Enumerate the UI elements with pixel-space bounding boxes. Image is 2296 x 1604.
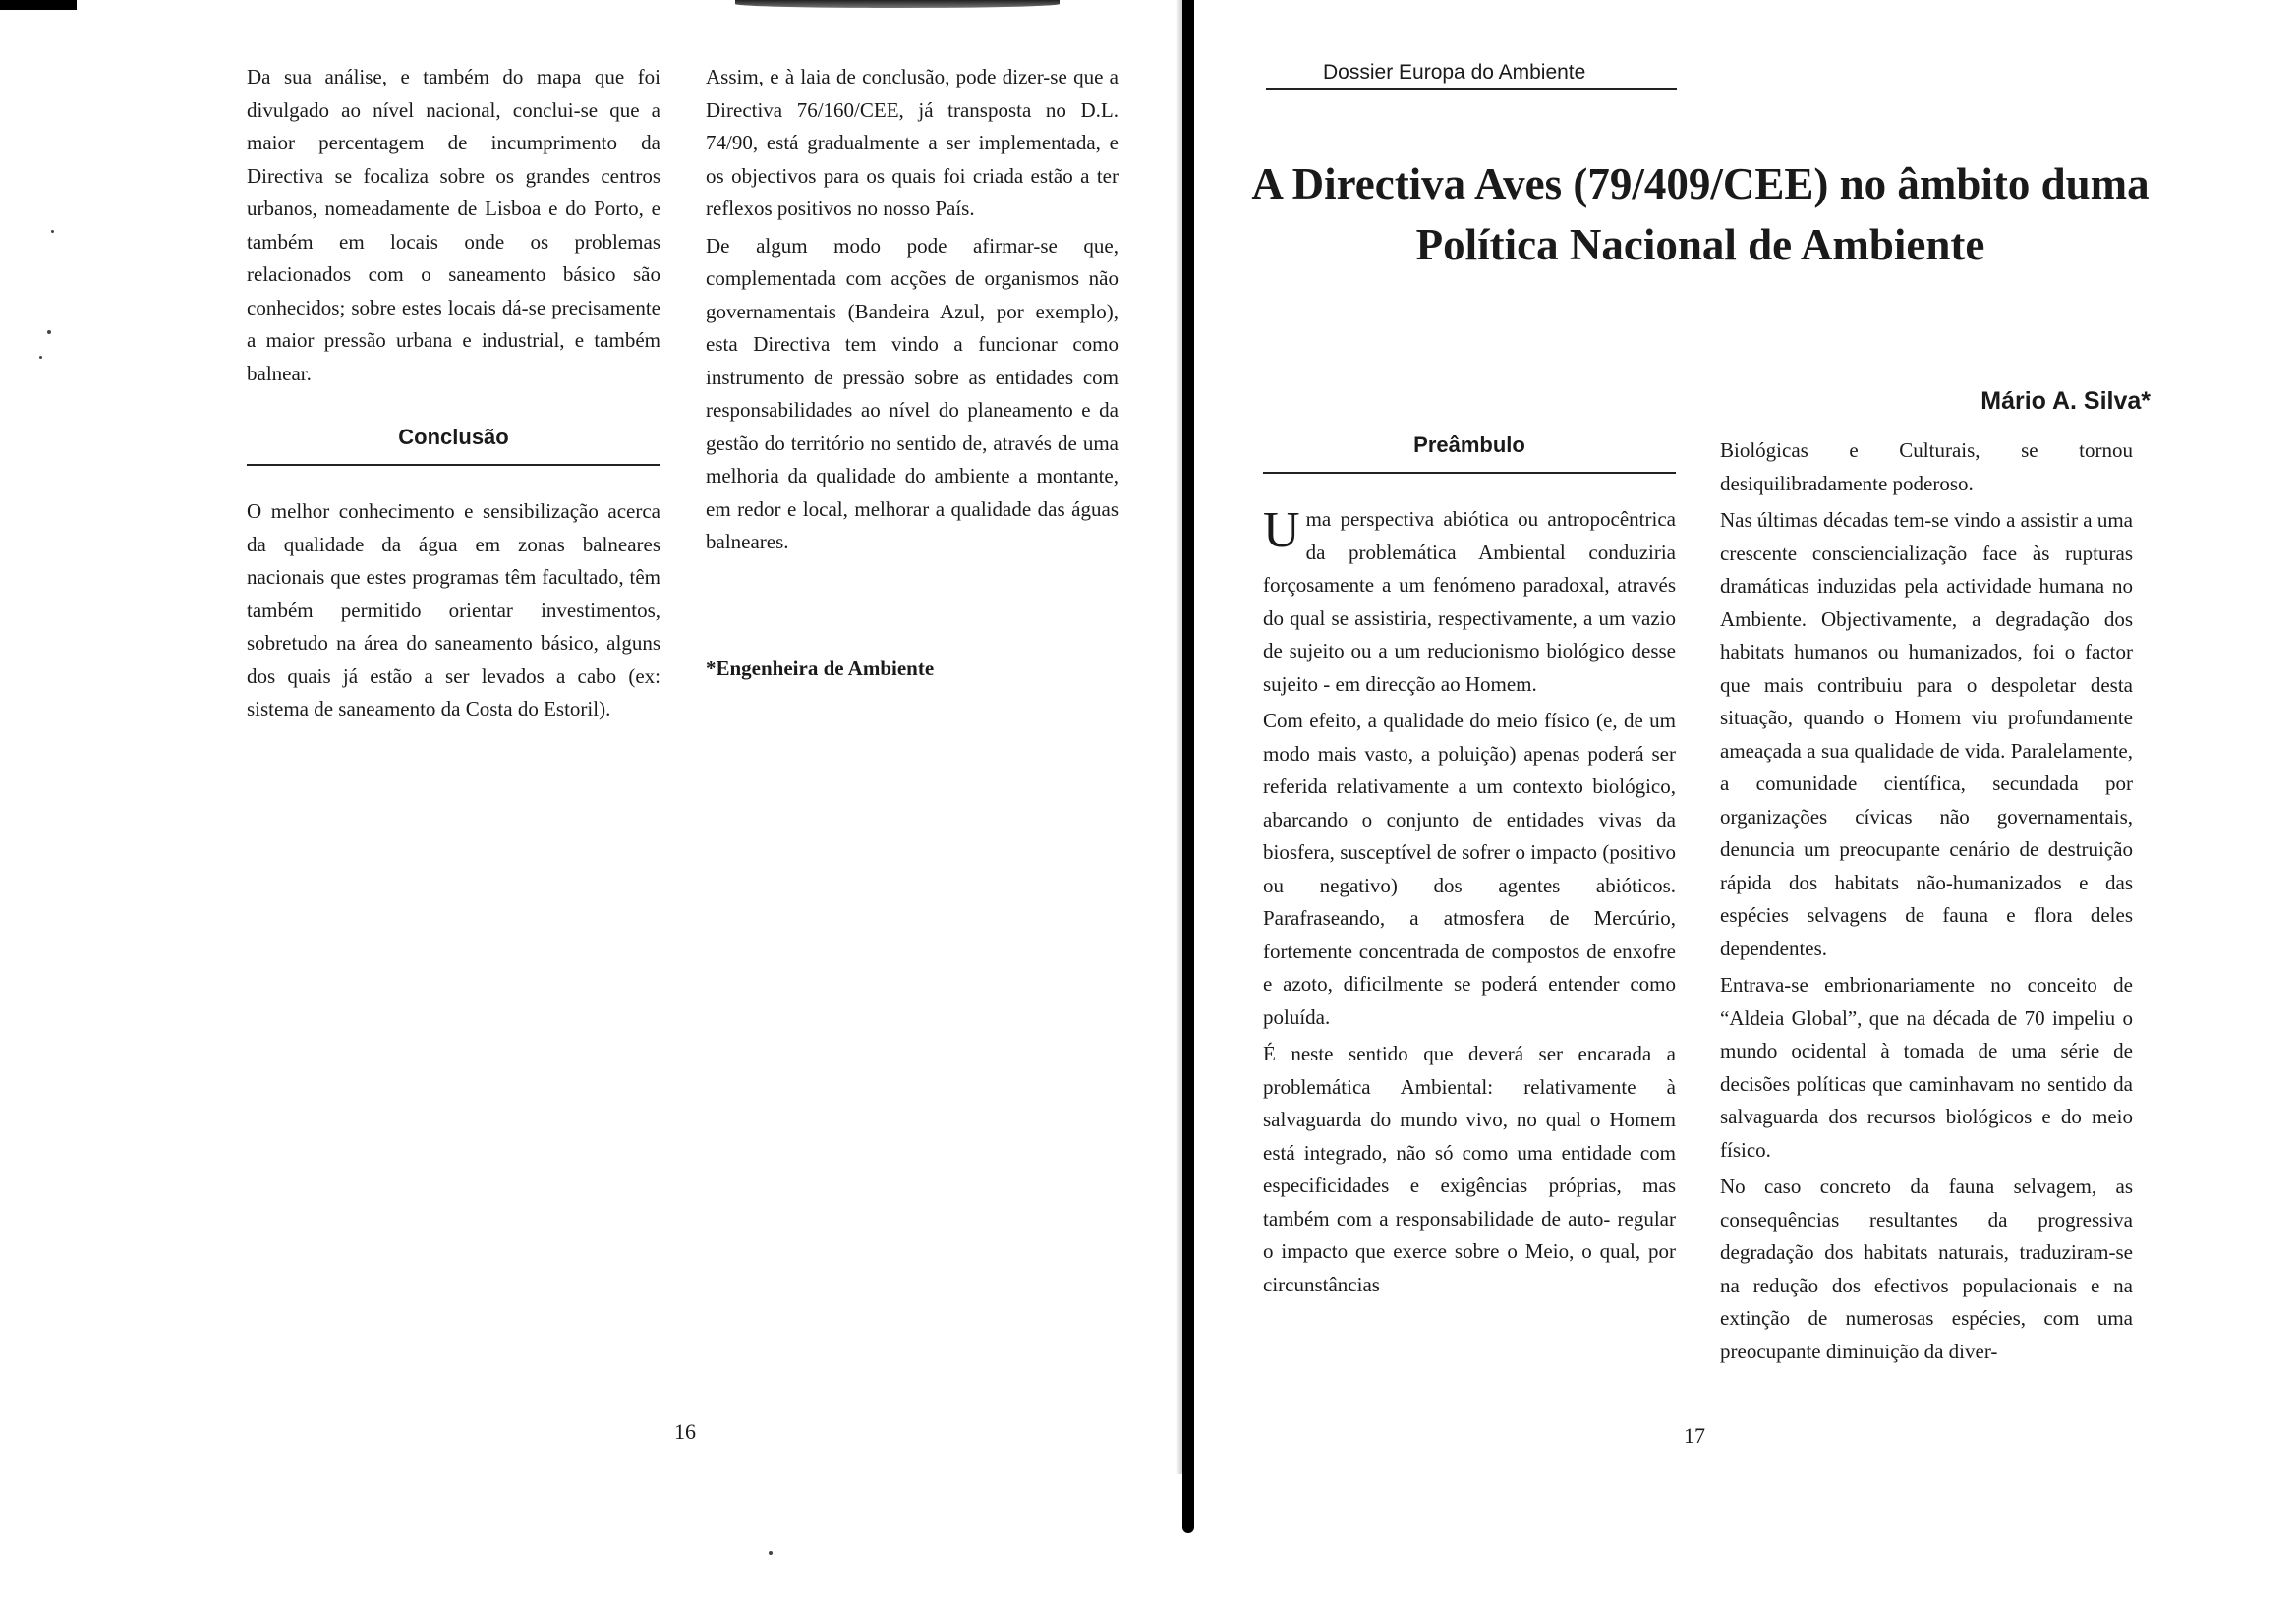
- right-col2-paragraph-2: Nas últimas décadas tem-se vindo a assistir a uma crescente consciencialização face às rupturas dramáticas induzidas pela actividade humana no Ambiente. Objectivamente, a degradação dos habitats humanos ou humanizados, foi o factor que mais contribuiu para o despoletar desta situação, quando o Homem viu profundamente ameaçada a sua qualidade de vida. Paralelamente, a comunidade científica, secundada por organizações cívicas não governamentais, denuncia um preocupante cenário de destruição rápida dos habitats não-humanizados e das espécies selvagens de fauna e flora deles dependentes.: [1720, 508, 2133, 960]
- page-number-left: 16: [674, 1419, 696, 1444]
- right-col1-paragraph-3: É neste sentido que deverá ser encarada a problemática Ambiental: relativamente à salvaguarda do mundo vivo, no qual o Homem está integrado, não só como uma entidade com especificidades e exigências próprias, mas também com a responsabilidade de auto- regular o impacto que exerce sobre o Meio, o qual, por circunstâncias: [1263, 1042, 1676, 1296]
- running-header: Dossier Europa do Ambiente: [1323, 61, 1586, 84]
- right-col1-paragraph-1: [1263, 503, 1676, 701]
- gutter-shadow: [1176, 0, 1182, 1474]
- left-col2-paragraph-1: Assim, e à laia de conclusão, pode dizer-se que a Directiva 76/160/CEE, já transposta no D.L. 74/90, está gradualmente a ser implementada, e os objectivos para os quais foi criada estão a ter reflexos positivos no nosso País.: [706, 65, 1119, 220]
- left-col1-paragraph-2: O melhor conhecimento e sensibilização acerca da qualidade da água em zonas balneares nacionais que estes programas têm facultado, têm também permitido orientar investimentos, sobretudo na área do saneamento básico, alguns dos quais já estão a ser levados a cabo (ex: sistema de saneamento da Costa do Estoril).: [247, 499, 660, 720]
- author-footnote: *Engenheira de Ambiente: [706, 657, 935, 680]
- right-col1-paragraph-2: Com efeito, a qualidade do meio físico (e, de um modo mais vasto, a poluição) apenas poderá ser referida relativamente a um contexto biológico, abarcando o conjunto de entidades vivas da biosfera, susceptível de sofrer o impacto (positivo ou negativo) dos agentes abióticos. Parafraseando, a atmosfera de Mercúrio, fortemente concentrada de compostos de enxofre e azoto, dificilmente se poderá entender como poluída.: [1263, 709, 1676, 1029]
- left-page-column-1-lower: [247, 495, 660, 730]
- left-col1-paragraph-1: Da sua análise, e também do mapa que foi divulgado ao nível nacional, conclui-se que a maior percentagem de incumprimento da Directiva se focaliza sobre os grandes centros urbanos, nomeadamente de Lisboa e do Porto, e também em locais onde os problemas relacionados com o saneamento básico são conhecidos; sobre estes locais dá-se precisamente a maior pressão urbana e industrial, e também balnear.: [247, 65, 660, 385]
- left-page-column-1: [247, 61, 660, 394]
- right-col2-paragraph-3: Entrava-se embrionariamente no conceito de “Aldeia Global”, que na década de 70 impeliu o mundo ocidental à tomada de uma série de decisões políticas que caminhavam no sentido da salvaguarda dos recursos biológicos e do meio físico.: [1720, 973, 2133, 1162]
- preambulo-heading: Preâmbulo: [1413, 432, 1525, 457]
- page-number-right: 17: [1684, 1423, 1705, 1448]
- running-header-rule: [1266, 88, 1677, 90]
- conclusao-rule: [247, 464, 660, 466]
- preambulo-rule: [1263, 472, 1676, 474]
- right-col2-paragraph-1: Biológicas e Culturais, se tornou desiquilibradamente poderoso.: [1720, 438, 2133, 495]
- left-page-column-2: [706, 61, 1119, 563]
- scan-corner-mark: [0, 0, 77, 10]
- right-page-column-1: [1263, 503, 1676, 1305]
- scan-speck: [39, 356, 42, 359]
- left-col2-paragraph-2: De algum modo pode afirmar-se que, complementada com acções de organismos não governamentais (Bandeira Azul, por exemplo), esta Directiva tem vindo a funcionar como instrumento de pressão sobre as entidades com responsabilidades ao nível do planeamento e da gestão do território no sentido de, através de uma melhoria da qualidade do ambiente a montante, em redor e local, melhorar a qualidade das águas balneares.: [706, 233, 1119, 553]
- article-title: A Directiva Aves (79/409/CEE) no âmbito duma Política Nacional de Ambiente: [1251, 159, 2150, 269]
- scan-speck: [47, 330, 51, 334]
- page-gutter: [1182, 0, 1194, 1533]
- article-author: Mário A. Silva*: [1980, 387, 2151, 415]
- conclusao-heading: Conclusão: [398, 425, 509, 449]
- right-col2-paragraph-4: No caso concreto da fauna selvagem, as consequências resultantes da progressiva degradação dos habitats naturais, traduziram-se na redução dos efectivos populacionais e na extinção de numerosas espécies, com uma preocupante diminuição da diver-: [1720, 1174, 2133, 1363]
- scan-speck: [769, 1551, 773, 1555]
- drop-cap: U: [1263, 502, 1300, 558]
- scan-speck: [51, 230, 54, 233]
- right-col1-paragraph-1-text: ma perspectiva abiótica ou antropocêntrica da problemática Ambiental conduziria forçosamente a um fenómeno paradoxal, através do qual se assistiria, respectivamente, a um vazio de sujeito ou a um reducionismo biológico desse sujeito - em direcção ao Homem.: [1263, 507, 1676, 696]
- right-page-column-2: [1720, 434, 2133, 1372]
- scan-top-mark: [735, 0, 1060, 8]
